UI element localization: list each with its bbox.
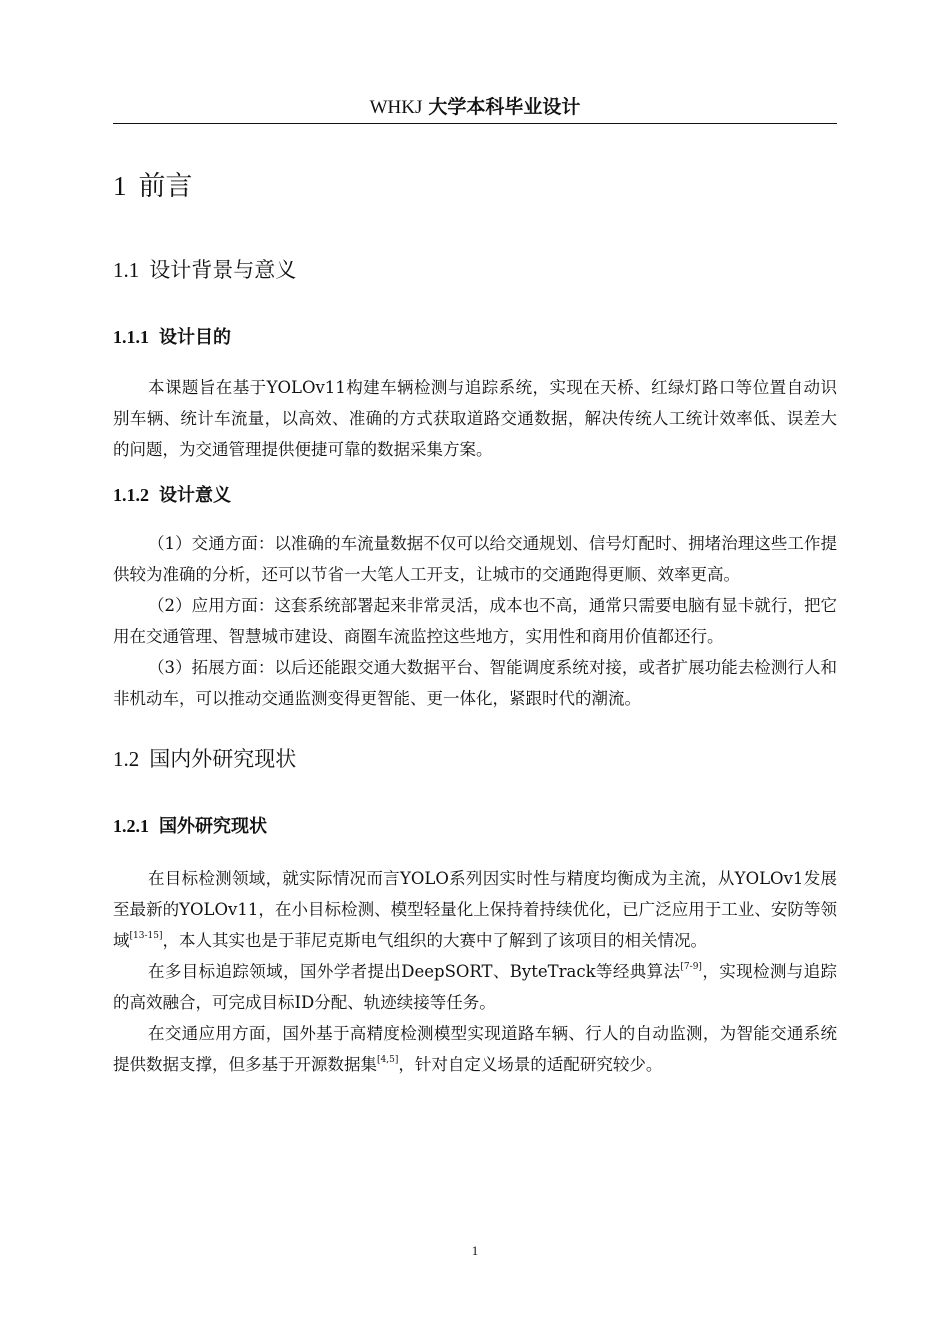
paragraph-text: 在多目标追踪领域，国外学者提出DeepSORT、ByteTrack等经典算法 bbox=[148, 962, 681, 981]
paragraph-text: ，实现检测与追踪的高效融合，可完成目标ID分配、轨迹续接等任务。 bbox=[113, 962, 838, 1012]
section-number: 1.2 bbox=[113, 747, 140, 771]
paragraph-text: 在目标检测领域，就实际情况而言YOLO系列因实时性与精度均衡成为主流，从YOLOv1发展至最新的YOLOv11，在小目标检测、模型轻量化上保持着持续优化，已广泛应用于工业、安防等领域 bbox=[113, 869, 837, 950]
citation: [4,5] bbox=[377, 1055, 399, 1065]
paragraph-traffic: （1）交通方面：以准确的车流量数据不仅可以给交通规划、信号灯配时、拥堵治理这些工作提供较为准确的分析，还可以节省一大笔人工开支，让城市的交通跑得更顺、效率更高。 bbox=[113, 534, 837, 584]
chapter-number: 1 bbox=[113, 171, 127, 201]
subsection-number: 1.2.1 bbox=[113, 816, 149, 836]
subsection-heading-1-2-1 bbox=[113, 812, 837, 841]
subsection-title: 国外研究现状 bbox=[159, 816, 267, 837]
section-title: 国内外研究现状 bbox=[149, 747, 297, 771]
page-header bbox=[113, 94, 837, 124]
subsection-number: 1.1.2 bbox=[113, 485, 149, 505]
subsection-heading-1-1-1 bbox=[113, 323, 837, 352]
paragraph-text: ，本人其实也是于菲尼克斯电气组织的大赛中了解到了该项目的相关情况。 bbox=[162, 931, 707, 950]
subsection-heading-1-1-2 bbox=[113, 481, 837, 510]
subsection-title: 设计目的 bbox=[159, 327, 231, 348]
chapter-title: 前言 bbox=[138, 171, 193, 202]
paragraph-text: ，针对自定义场景的适配研究较少。 bbox=[398, 1055, 663, 1074]
chapter-heading bbox=[113, 166, 837, 207]
section-heading-1-2 bbox=[113, 744, 837, 774]
subsection-title: 设计意义 bbox=[159, 485, 231, 506]
header-title: 大学本科毕业设计 bbox=[428, 96, 581, 118]
section-title: 设计背景与意义 bbox=[149, 258, 297, 282]
paragraph-traffic-application bbox=[113, 1018, 837, 1080]
paragraph-text: 在交通应用方面，国外基于高精度检测模型实现道路车辆、行人的自动监测，为智能交通系统提供数据支撑，但多基于开源数据集 bbox=[113, 1024, 837, 1074]
paragraph-object-detection bbox=[113, 863, 837, 956]
paragraph-tracking bbox=[113, 956, 837, 1018]
citation: [7-9] bbox=[680, 962, 702, 972]
page-number: 1 bbox=[471, 1243, 479, 1258]
section-number: 1.1 bbox=[113, 258, 140, 282]
page-body bbox=[113, 166, 837, 1080]
paragraph-application: （2）应用方面：这套系统部署起来非常灵活，成本也不高，通常只需要电脑有显卡就行，把它用在交通管理、智慧城市建设、商圈车流监控这些地方，实用性和商用价值都还行。 bbox=[113, 596, 837, 646]
section-heading-1-1 bbox=[113, 255, 837, 285]
header-latin: WHKJ bbox=[369, 97, 423, 118]
citation: [13-15] bbox=[129, 931, 163, 941]
subsection-number: 1.1.1 bbox=[113, 327, 149, 347]
paragraph-extension: （3）拓展方面：以后还能跟交通大数据平台、智能调度系统对接，或者扩展功能去检测行人和非机动车，可以推动交通监测变得更智能、更一体化，紧跟时代的潮流。 bbox=[113, 658, 837, 708]
paragraph-design-purpose: 本课题旨在基于YOLOv11构建车辆检测与追踪系统，实现在天桥、红绿灯路口等位置自动识别车辆、统计车流量，以高效、准确的方式获取道路交通数据，解决传统人工统计效率低、误差大的问题，为交通管理提供便捷可靠的数据采集方案。 bbox=[113, 378, 837, 459]
